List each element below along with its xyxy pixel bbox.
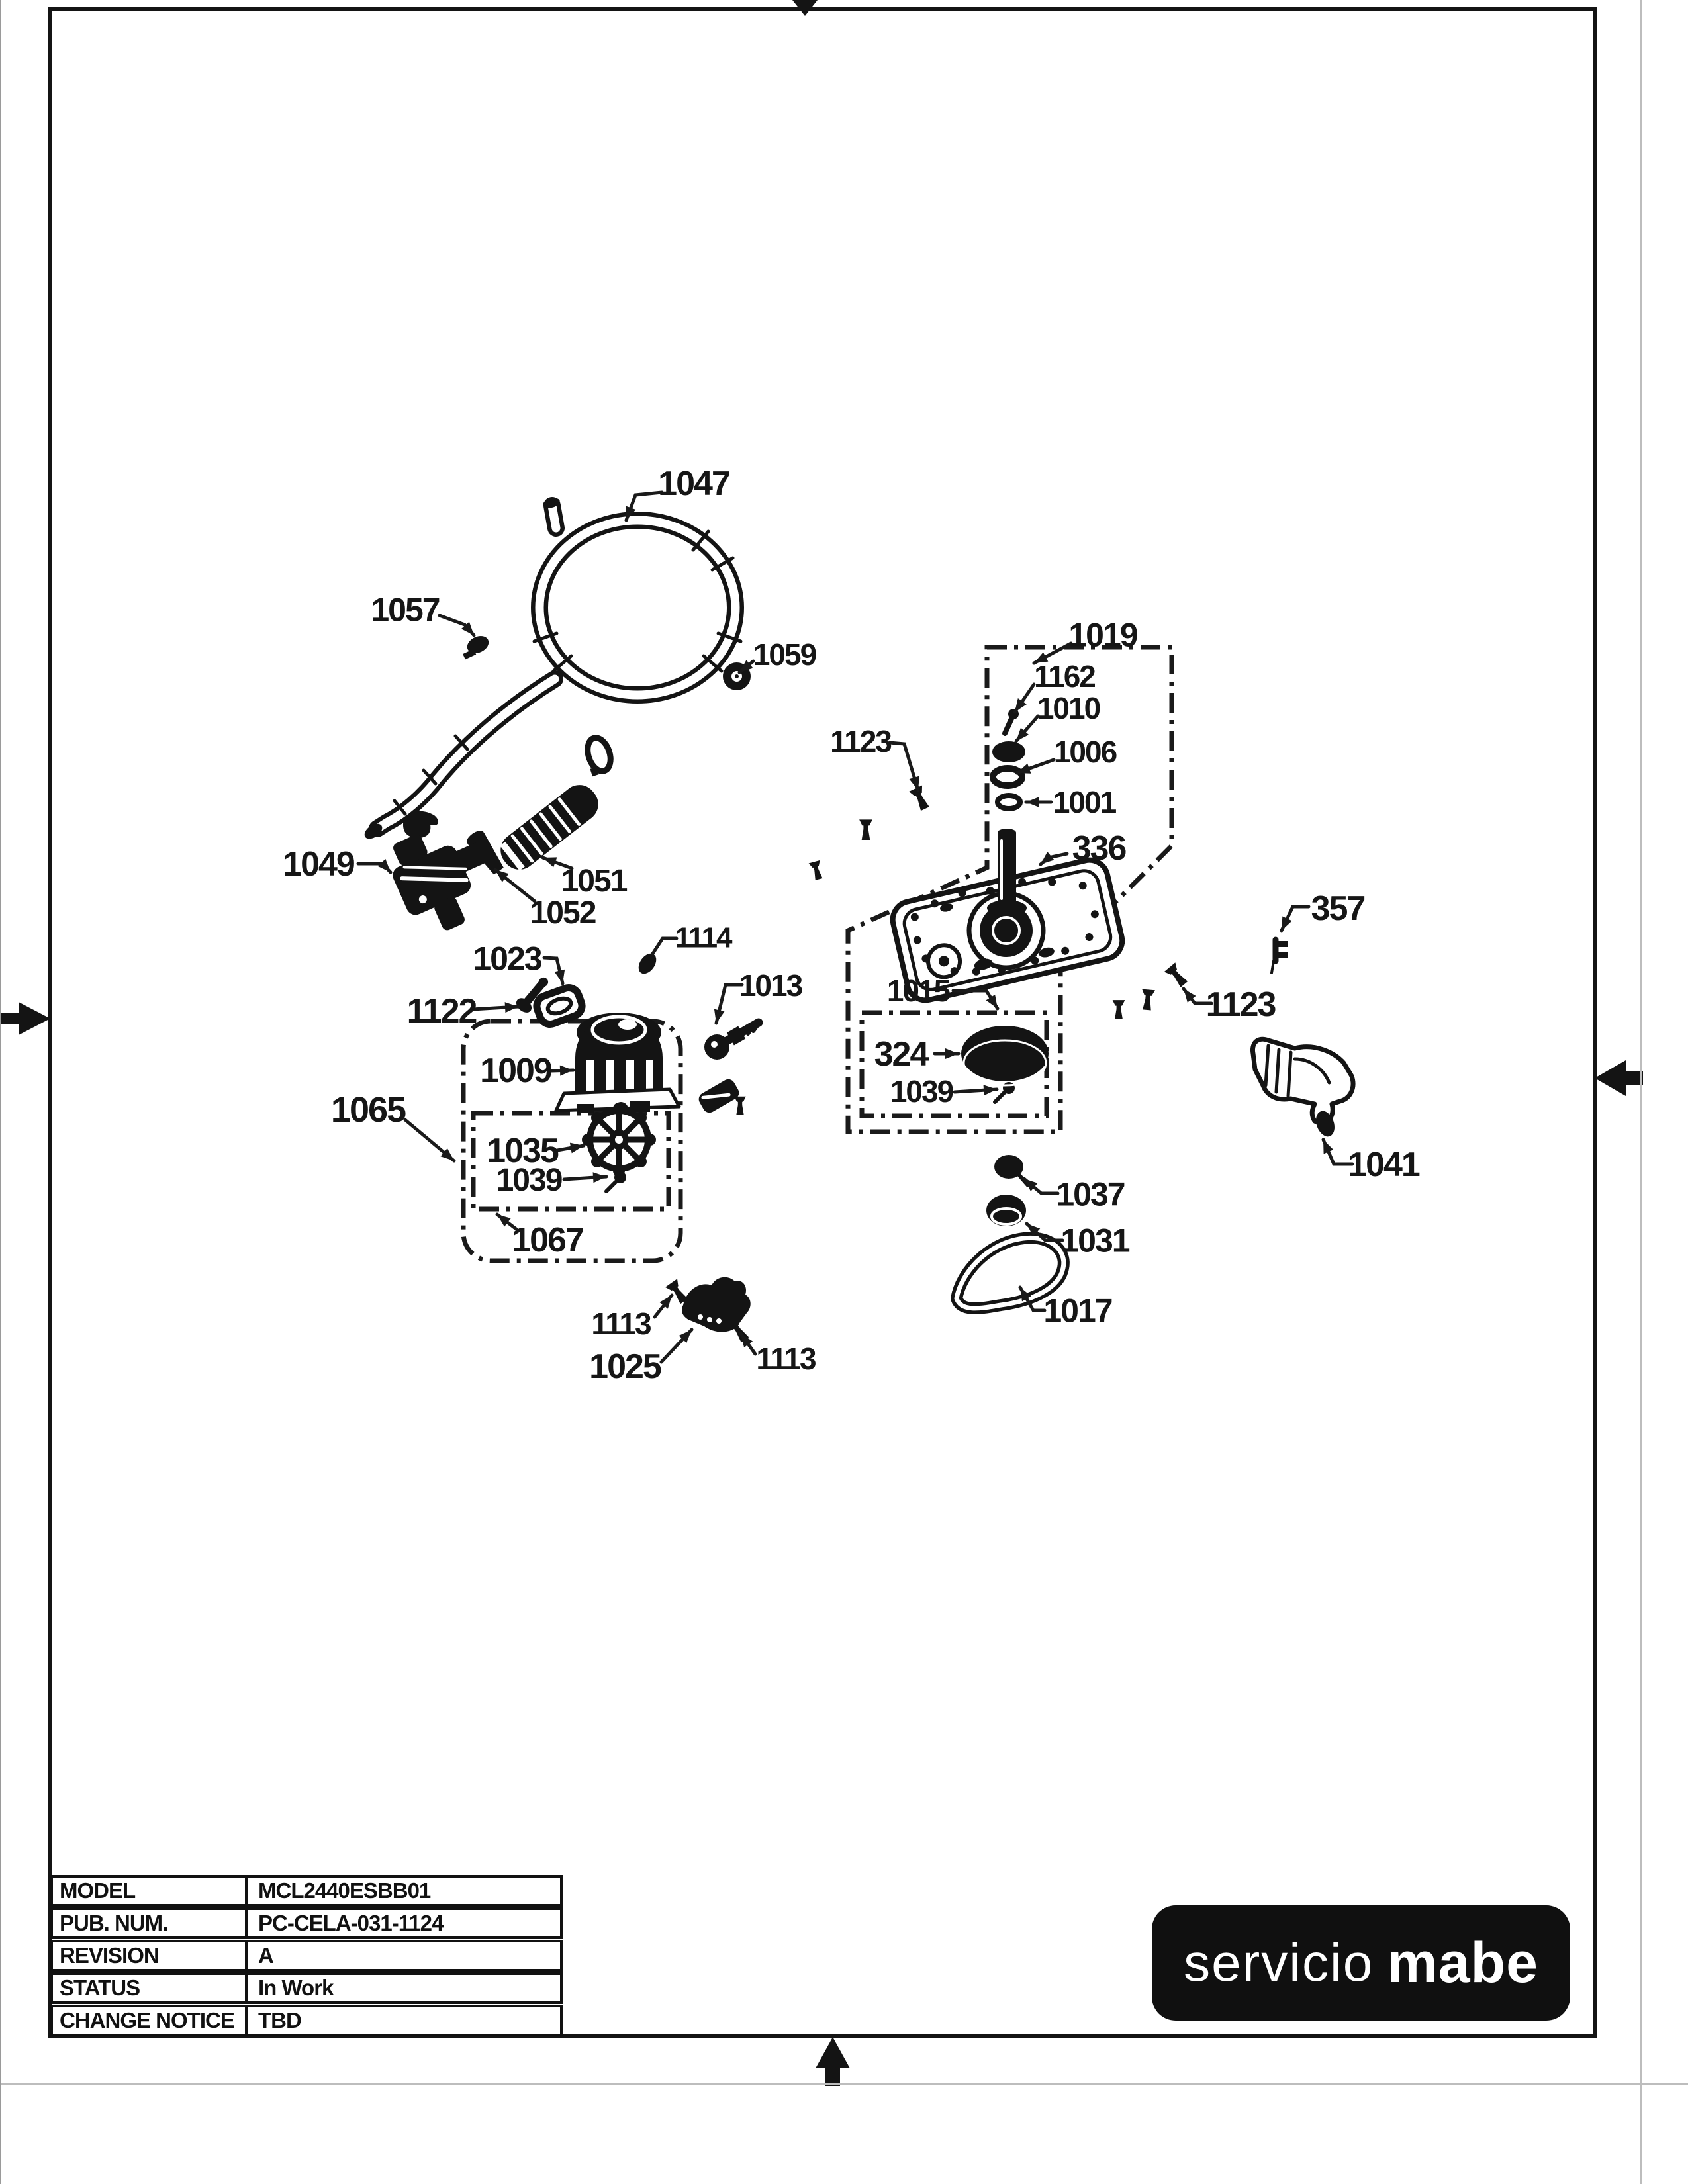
registration-arrow-right-icon bbox=[1595, 1060, 1643, 1096]
callout-label-1010: 1010 bbox=[1037, 691, 1100, 726]
registration-arrow-bottom-icon bbox=[816, 2037, 850, 2086]
callout-label-1123a: 1123 bbox=[830, 724, 891, 759]
leader-arrowhead-1041 bbox=[1323, 1140, 1333, 1154]
callout-label-1051: 1051 bbox=[561, 863, 627, 899]
table-row bbox=[50, 1940, 563, 1972]
callout-label-1047: 1047 bbox=[658, 465, 729, 504]
callout-label-1113b: 1113 bbox=[756, 1342, 816, 1377]
callout-label-336: 336 bbox=[1072, 829, 1126, 868]
callout-label-1039b: 1039 bbox=[496, 1162, 562, 1198]
wedge-part bbox=[696, 1077, 741, 1115]
drain-pump-part-1049 bbox=[381, 811, 510, 942]
pulley-part-324 bbox=[961, 1026, 1049, 1085]
scan-artifact-line bbox=[0, 2083, 1688, 2085]
coupler-part-1035 bbox=[582, 1103, 656, 1177]
callout-label-1067: 1067 bbox=[512, 1221, 583, 1260]
callout-label-357: 357 bbox=[1311, 889, 1365, 929]
elbow-part-1053 bbox=[403, 811, 438, 838]
leader-arrowhead-1035 bbox=[570, 1143, 584, 1154]
hose-clamp-part-1055 bbox=[584, 735, 615, 776]
callout-label-1035: 1035 bbox=[487, 1132, 558, 1171]
logo-word-servicio: servicio bbox=[1184, 1933, 1374, 1992]
leader-arrowhead-1039b bbox=[593, 1172, 606, 1183]
callout-label-1023: 1023 bbox=[473, 940, 541, 978]
callout-label-1037: 1037 bbox=[1056, 1175, 1125, 1213]
table-row-label: REVISION bbox=[53, 1942, 248, 1969]
pin-part-1162 bbox=[1005, 709, 1019, 733]
registration-arrow-left-icon bbox=[0, 1002, 50, 1035]
disc-part-1037 bbox=[994, 1155, 1028, 1185]
table-row-value: A bbox=[258, 1943, 273, 1968]
table-row-label: CHANGE NOTICE bbox=[53, 2007, 248, 2034]
servicio-mabe-logo bbox=[1152, 1905, 1570, 2021]
leader-arrowhead-324 bbox=[945, 1048, 959, 1059]
leader-arrowhead-1009 bbox=[560, 1066, 573, 1076]
table-row bbox=[50, 2005, 563, 2036]
callout-label-1025: 1025 bbox=[589, 1347, 661, 1387]
scan-artifact-edge bbox=[0, 0, 1, 2184]
callout-label-1019: 1019 bbox=[1068, 616, 1137, 654]
callout-label-1039a: 1039 bbox=[890, 1074, 953, 1109]
pin-part-1114 bbox=[635, 950, 660, 977]
logo-word-mabe: mabe bbox=[1387, 1931, 1538, 1995]
leader-arrowhead-1051 bbox=[543, 857, 557, 867]
leader-arrowhead-336 bbox=[1041, 852, 1054, 864]
screw-part-1013 bbox=[704, 1022, 760, 1060]
table-row bbox=[50, 1875, 563, 1907]
callout-label-1162: 1162 bbox=[1034, 659, 1095, 694]
mount-bracket-part-1025 bbox=[682, 1277, 751, 1332]
callout-label-1059: 1059 bbox=[753, 637, 816, 672]
leader-line-1114 bbox=[653, 938, 677, 954]
callout-label-1009: 1009 bbox=[480, 1052, 551, 1091]
callout-label-324: 324 bbox=[874, 1035, 928, 1074]
callout-label-1041: 1041 bbox=[1348, 1146, 1419, 1185]
leader-arrowhead-1015 bbox=[986, 995, 998, 1009]
leader-arrowhead-1001 bbox=[1026, 797, 1039, 807]
title-block-table bbox=[50, 1875, 563, 2037]
table-row-label: MODEL bbox=[53, 1878, 248, 1904]
callout-label-1052: 1052 bbox=[530, 895, 596, 931]
table-row-value: MCL2440ESBB01 bbox=[258, 1878, 431, 1903]
table-row-value: PC-CELA-031-1124 bbox=[258, 1911, 444, 1935]
bracket-part-1041 bbox=[1252, 1039, 1353, 1139]
callout-label-1001: 1001 bbox=[1053, 785, 1116, 820]
leader-arrowhead-1123a bbox=[910, 776, 919, 790]
pin-part-1039-left bbox=[606, 1171, 626, 1191]
leader-arrowhead-1039a bbox=[984, 1085, 997, 1095]
clip-part-357 bbox=[1272, 940, 1288, 973]
table-row bbox=[50, 1972, 563, 2004]
scan-artifact-line bbox=[1640, 0, 1642, 2184]
callout-label-1065: 1065 bbox=[330, 1089, 406, 1130]
cap-part-1010 bbox=[992, 741, 1025, 762]
table-row-label: STATUS bbox=[53, 1975, 248, 2001]
leader-arrowhead-1122 bbox=[505, 1002, 518, 1013]
motor-part-1009 bbox=[556, 1013, 679, 1116]
callout-label-1114: 1114 bbox=[675, 921, 731, 954]
callout-label-1049: 1049 bbox=[283, 845, 354, 884]
disc-part-1031 bbox=[986, 1195, 1026, 1226]
callout-label-1013: 1013 bbox=[739, 968, 802, 1003]
callout-label-1017: 1017 bbox=[1043, 1292, 1112, 1330]
table-row-label: PUB. NUM. bbox=[53, 1910, 248, 1936]
drain-hose-part bbox=[362, 496, 741, 842]
callout-label-1113a: 1113 bbox=[591, 1306, 651, 1342]
table-row-value: TBD bbox=[258, 2008, 301, 2032]
ring-part-1001 bbox=[998, 796, 1020, 809]
callout-label-1031: 1031 bbox=[1060, 1222, 1129, 1259]
callout-label-1006: 1006 bbox=[1053, 735, 1117, 770]
clip-part-1057 bbox=[463, 633, 491, 659]
leader-arrowhead-357 bbox=[1282, 916, 1292, 931]
callout-label-1015: 1015 bbox=[886, 974, 950, 1009]
callout-label-1122: 1122 bbox=[406, 992, 477, 1031]
table-row-value: In Work bbox=[258, 1976, 334, 2000]
callout-label-1057: 1057 bbox=[371, 591, 440, 629]
callout-label-1123c: 1123 bbox=[1205, 985, 1276, 1024]
leader-arrowhead-1049 bbox=[378, 859, 391, 872]
table-row bbox=[50, 1907, 563, 1939]
